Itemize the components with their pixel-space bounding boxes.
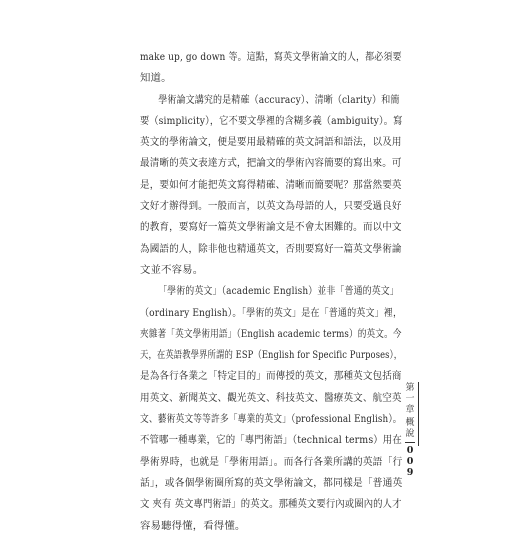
text-line: 文 夾有 英文專門術語」的英文。那種英文要行內或圈內的人才 — [140, 498, 402, 511]
text-line: （ordinary English）。「學術的英文」是在「普通的英文」裡， — [140, 306, 403, 319]
chapter-char: 章 — [405, 405, 415, 415]
text-line: 容易聽得懂，看得懂。 — [140, 519, 246, 532]
chapter-char: 第 — [405, 383, 415, 393]
text-line: 文、藝術英文等等許多「專業的英文」（professional English）。 — [140, 413, 402, 426]
body-text — [140, 47, 402, 537]
chapter-char: 概 — [405, 418, 415, 428]
page-digit: 0 — [406, 456, 414, 467]
chapter-label — [403, 383, 417, 440]
paragraph-3 — [140, 281, 402, 537]
text-line: 為國語的人，除非他也精通英文，否則要寫好一篇英文學術論 — [140, 242, 402, 255]
text-line: 夾雜著「英文學術用語」（English academic terms）的英文。今 — [140, 327, 402, 340]
text-line: 文並不容易。 — [140, 263, 204, 276]
chapter-char: 說 — [405, 429, 415, 439]
text-line: 是，要如何才能把英文寫得精確、清晰而簡要呢？那當然要英 — [140, 178, 402, 191]
page-number — [403, 440, 417, 478]
text-line: make up, go down 等。這點，寫英文學術論文的人，都必須要 — [140, 51, 402, 63]
text-line: 最清晰的英文表達方式，把論文的學術內容簡要的寫出來。可 — [140, 157, 402, 170]
text-line: 是為各行各業之「特定目的」而傳授的英文，那種英文包括商 — [140, 370, 402, 383]
page-digit: 9 — [406, 467, 414, 478]
text-line: 知道。 — [140, 72, 172, 85]
chapter-char: 一 — [405, 394, 415, 404]
text-line: 文好才辦得到。一般而言，以英文為母語的人，只要受過良好 — [140, 200, 402, 213]
text-line: 學術論文講究的是精確（accuracy）、清晰（clarity）和簡 — [158, 93, 400, 106]
page-digit: 0 — [406, 445, 414, 456]
text-line: 的教育，要寫好一篇英文學術論文是不會太困難的。而以中文 — [140, 221, 402, 234]
paragraph-2 — [140, 90, 402, 282]
text-line: 「學術的英文」（academic English）並非「普通的英文」 — [158, 285, 399, 298]
margin-divider — [418, 382, 419, 446]
text-line: 英文的學術論文，便是要用最精確的英文詞語和語法，以及用 — [140, 136, 402, 149]
text-line: 用英文、新聞英文、觀光英文、科技英文、醫療英文、航空英 — [140, 391, 402, 404]
text-line: 不管哪一種專業，它的「專門術語」（technical terms）用在 — [140, 434, 402, 447]
text-line: 要（simplicity），它不要文學裡的含糊多義（ambiguity）。寫 — [140, 114, 403, 127]
page-number-rule — [405, 442, 415, 443]
text-line: 學術界時，也就是「學術用語」。而各行各業所講的英語「行 — [140, 455, 403, 468]
text-line: 話」，或各個學術圈所寫的英文學術論文，都同樣是「普通英 — [140, 476, 403, 489]
paragraph-1 — [140, 47, 402, 90]
text-line: 天，在英語教學界所謂的 ESP（English for Specific Purposes）， — [140, 349, 403, 362]
